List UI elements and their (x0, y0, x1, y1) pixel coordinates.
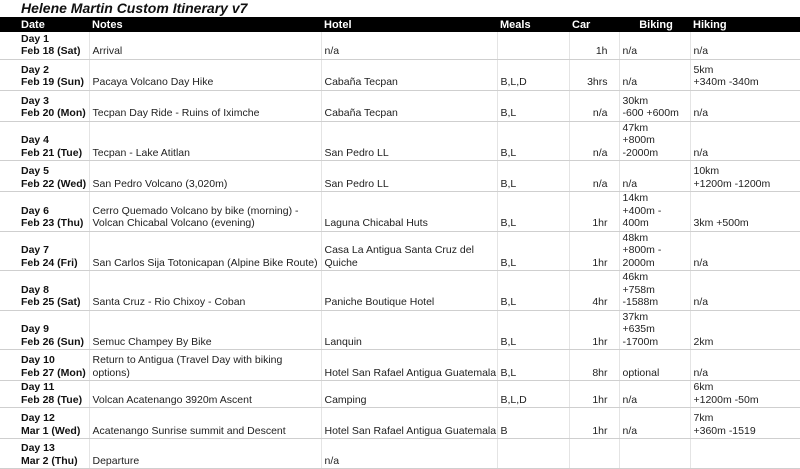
car-cell (569, 439, 619, 469)
day-number: Day 1 (21, 32, 50, 45)
biking-cell (619, 121, 690, 161)
hiking-cell: 3km +500m (690, 192, 800, 232)
hiking-cell (690, 59, 800, 90)
day-number: Day 12 (21, 412, 55, 424)
hotel-cell: San Pedro LL (321, 121, 497, 161)
car-cell: n/a (569, 90, 619, 121)
itinerary-table (0, 17, 800, 469)
table-row (0, 121, 800, 161)
hotel-cell: Hotel San Rafael Antigua Guatemala (321, 408, 497, 439)
date-cell (0, 271, 89, 311)
hiking-cell-line: 7km (693, 412, 714, 424)
day-date: Mar 1 (Wed) (21, 424, 81, 437)
header-hotel: Hotel (321, 17, 497, 32)
day-number: Day 9 (21, 323, 50, 335)
hiking-cell-line: +360m -1519 (693, 424, 756, 437)
meals-cell (497, 439, 569, 469)
hiking-cell (690, 408, 800, 439)
notes-cell: Semuc Champey By Bike (89, 310, 321, 350)
car-cell: 1h (569, 32, 619, 59)
hiking-cell: n/a (690, 271, 800, 311)
meals-cell: B,L (497, 90, 569, 121)
table-row (0, 439, 800, 469)
date-cell (0, 231, 89, 271)
header-row (0, 17, 800, 32)
biking-cell: n/a (619, 161, 690, 192)
date-cell (0, 161, 89, 192)
notes-cell: Departure (89, 439, 321, 469)
hotel-cell: n/a (321, 32, 497, 59)
notes-cell: Cerro Quemado Volcano by bike (morning) - Volcan Chicabal Volcano (evening) (89, 192, 321, 232)
biking-cell (619, 90, 690, 121)
day-number: Day 13 (21, 442, 55, 454)
biking-cell: n/a (619, 381, 690, 408)
hiking-cell-line: +1200m -50m (693, 393, 759, 406)
biking-cell (619, 271, 690, 311)
meals-cell: B (497, 408, 569, 439)
date-cell (0, 310, 89, 350)
hiking-cell-line: 5km (693, 63, 714, 76)
date-cell (0, 121, 89, 161)
hotel-cell: Casa La Antigua Santa Cruz del Quiche (321, 231, 497, 271)
meals-cell: B,L (497, 192, 569, 232)
table-row (0, 231, 800, 271)
car-cell: 1hr (569, 381, 619, 408)
hiking-cell (690, 381, 800, 408)
hiking-cell: n/a (690, 350, 800, 381)
table-row (0, 350, 800, 381)
biking-cell-line: +758m -1588m (622, 283, 659, 308)
meals-cell: B,L (497, 231, 569, 271)
hotel-cell: Cabaña Tecpan (321, 90, 497, 121)
car-cell: 8hr (569, 350, 619, 381)
hiking-cell: n/a (690, 32, 800, 59)
biking-cell: n/a (619, 59, 690, 90)
day-number: Day 6 (21, 204, 50, 217)
header-date: Date (0, 17, 89, 32)
biking-cell-line: +635m -1700m (622, 323, 659, 348)
date-cell (0, 192, 89, 232)
notes-cell: Return to Antigua (Travel Day with biking options) (89, 350, 321, 381)
notes-cell: Tecpan - Lake Atitlan (89, 121, 321, 161)
day-date: Mar 2 (Thu) (21, 454, 78, 467)
meals-cell: B,L,D (497, 59, 569, 90)
day-number: Day 4 (21, 134, 50, 146)
table-row (0, 310, 800, 350)
notes-cell: Tecpan Day Ride - Ruins of Iximche (89, 90, 321, 121)
hiking-cell: n/a (690, 121, 800, 161)
meals-cell: B,L (497, 161, 569, 192)
hiking-cell: n/a (690, 231, 800, 271)
hotel-cell: Paniche Boutique Hotel (321, 271, 497, 311)
table-row (0, 90, 800, 121)
day-date: Feb 28 (Tue) (21, 393, 83, 406)
biking-cell: n/a (619, 32, 690, 59)
hiking-cell-line: +1200m -1200m (693, 177, 771, 190)
day-date: Feb 18 (Sat) (21, 45, 81, 57)
day-date: Feb 20 (Mon) (21, 107, 86, 119)
meals-cell: B,L (497, 121, 569, 161)
biking-cell-line: 48km (622, 231, 649, 244)
table-row (0, 32, 800, 59)
biking-cell (619, 439, 690, 469)
hiking-cell: 2km (690, 310, 800, 350)
car-cell: 1hr (569, 310, 619, 350)
hiking-cell-line: +340m -340m (693, 76, 759, 88)
table-row (0, 408, 800, 439)
meals-cell: B,L,D (497, 381, 569, 408)
hotel-cell: San Pedro LL (321, 161, 497, 192)
date-cell (0, 350, 89, 381)
day-date: Feb 23 (Thu) (21, 217, 84, 229)
notes-cell: Volcan Acatenango 3920m Ascent (89, 381, 321, 408)
biking-cell-line: +800m -2000m (622, 134, 659, 159)
hotel-cell: n/a (321, 439, 497, 469)
hotel-cell: Lanquin (321, 310, 497, 350)
day-date: Feb 21 (Tue) (21, 146, 83, 159)
biking-cell-line: 37km (622, 310, 649, 323)
meals-cell: B,L (497, 350, 569, 381)
biking-cell-line: 47km (622, 121, 649, 134)
header-biking: Biking (619, 17, 690, 32)
biking-cell (619, 231, 690, 271)
biking-cell-line: +800m - 2000m (622, 244, 662, 269)
car-cell: 4hr (569, 271, 619, 311)
hiking-cell (690, 439, 800, 469)
day-number: Day 3 (21, 94, 50, 107)
biking-cell-line: 30km (622, 94, 649, 107)
biking-cell-line: 14km (622, 192, 649, 204)
car-cell: n/a (569, 121, 619, 161)
meals-cell (497, 32, 569, 59)
biking-cell-line: +400m - 400m (622, 204, 662, 229)
date-cell (0, 32, 89, 59)
day-date: Feb 24 (Fri) (21, 256, 78, 269)
car-cell: 3hrs (569, 59, 619, 90)
table-row (0, 192, 800, 232)
hotel-cell: Laguna Chicabal Huts (321, 192, 497, 232)
table-row (0, 381, 800, 408)
notes-cell: Pacaya Volcano Day Hike (89, 59, 321, 90)
date-cell (0, 381, 89, 408)
day-number: Day 11 (21, 381, 55, 393)
date-cell (0, 90, 89, 121)
hotel-cell: Hotel San Rafael Antigua Guatemala (321, 350, 497, 381)
hotel-cell: Camping (321, 381, 497, 408)
table-row (0, 59, 800, 90)
header-meals: Meals (497, 17, 569, 32)
hiking-cell: n/a (690, 90, 800, 121)
header-car: Car (569, 17, 619, 32)
notes-cell: Acatenango Sunrise summit and Descent (89, 408, 321, 439)
header-hiking: Hiking (690, 17, 800, 32)
meals-cell: B,L (497, 271, 569, 311)
hotel-cell: Cabaña Tecpan (321, 59, 497, 90)
car-cell: n/a (569, 161, 619, 192)
day-number: Day 2 (21, 63, 50, 76)
hiking-cell-line: 10km (693, 165, 720, 177)
biking-cell-line: -600 +600m (622, 107, 679, 119)
biking-cell: optional (619, 350, 690, 381)
meals-cell: B,L (497, 310, 569, 350)
page-title: Helene Martin Custom Itinerary v7 (21, 0, 248, 16)
table-row (0, 271, 800, 311)
date-cell (0, 59, 89, 90)
day-number: Day 10 (21, 354, 55, 366)
table-row (0, 161, 800, 192)
biking-cell-line: 46km (622, 271, 649, 283)
biking-cell (619, 310, 690, 350)
car-cell: 1hr (569, 408, 619, 439)
hiking-cell (690, 161, 800, 192)
day-date: Feb 27 (Mon) (21, 366, 86, 379)
header-notes: Notes (89, 17, 321, 32)
day-number: Day 5 (21, 165, 50, 177)
notes-cell: San Pedro Volcano (3,020m) (89, 161, 321, 192)
date-cell (0, 408, 89, 439)
notes-cell: San Carlos Sija Totonicapan (Alpine Bike Route) (89, 231, 321, 271)
notes-cell: Santa Cruz - Rio Chixoy - Coban (89, 271, 321, 311)
biking-cell: n/a (619, 408, 690, 439)
car-cell: 1hr (569, 231, 619, 271)
hiking-cell-line: 6km (693, 381, 714, 393)
car-cell: 1hr (569, 192, 619, 232)
day-date: Feb 22 (Wed) (21, 177, 87, 190)
day-number: Day 8 (21, 283, 50, 296)
day-date: Feb 25 (Sat) (21, 296, 81, 308)
notes-cell: Arrival (89, 32, 321, 59)
day-number: Day 7 (21, 244, 50, 256)
biking-cell (619, 192, 690, 232)
day-date: Feb 26 (Sun) (21, 335, 85, 348)
day-date: Feb 19 (Sun) (21, 76, 85, 88)
date-cell (0, 439, 89, 469)
